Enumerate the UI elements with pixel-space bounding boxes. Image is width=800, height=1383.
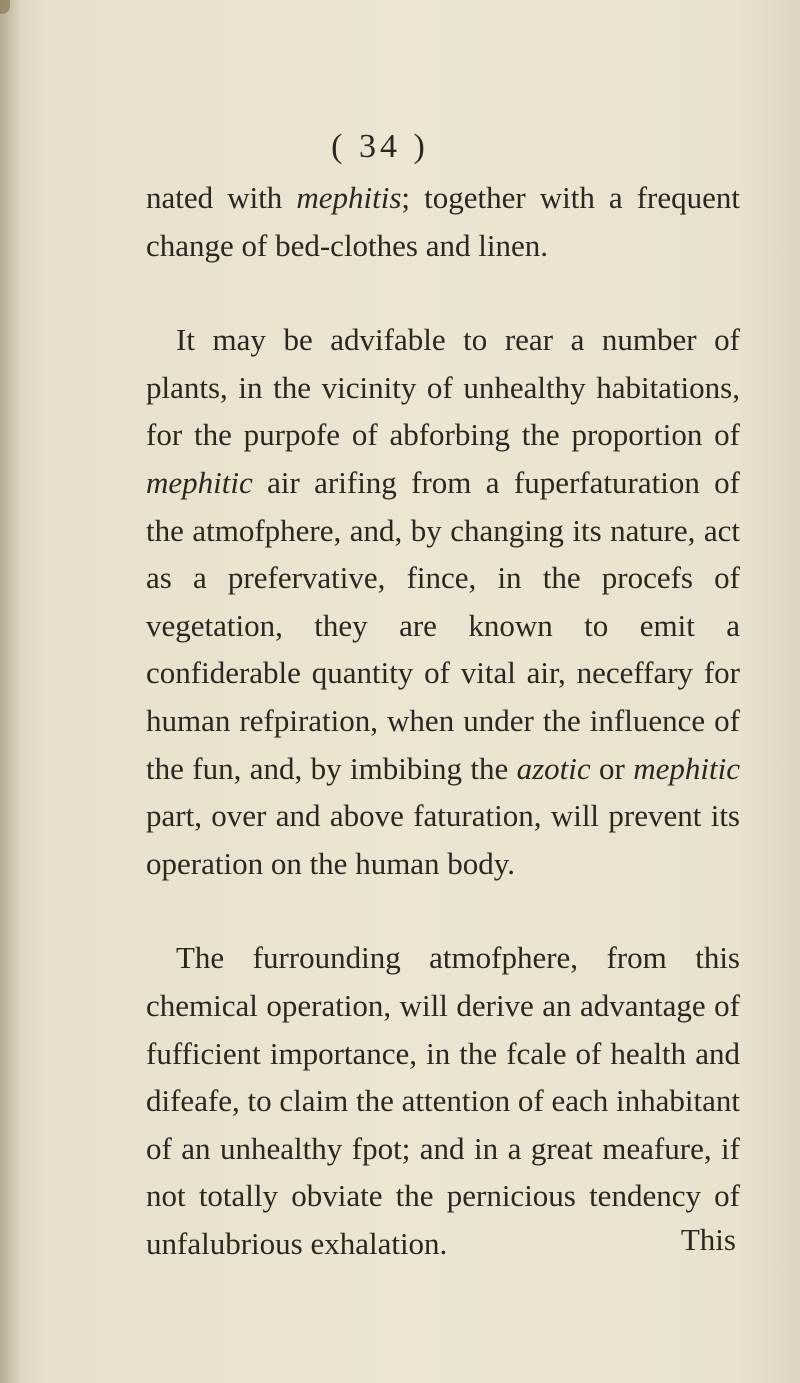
paragraph-1 (146, 174, 740, 269)
paragraph-2-run-6: part, over and above faturation, will prevent its operation on the human body. (146, 798, 740, 881)
paragraph-2-italic-mephitic: mephitic (146, 464, 253, 500)
page-number: ( 34 ) (331, 128, 429, 165)
paragraph-2-italic-azotic: azotic (516, 750, 591, 786)
body-text (146, 174, 740, 1267)
paragraph-1-run-2: ; together with a frequent change of bed-clothes and linen. (146, 180, 740, 263)
paragraph-3-run-0: The furrounding atmofphere, from this chemical operation, will derive an advantage of fufficient importance, in the fcale of health and difeafe, to claim the attention of each inhabitant of an unhealthy fpot; and in a great meafure, if not totally obviate the pernicious tendency of unfalubrious exhalation. (146, 940, 740, 1261)
paragraph-2-run-0: It may be advifable to rear a number of plants, in the vicinity of unhealthy habitations, for the purpofe of abforbing the proportion of (146, 322, 740, 453)
paragraph-1-italic-mephitis: mephitis (296, 180, 402, 215)
page-gutter-shadow (0, 0, 22, 1383)
paragraph-1-run-0: nated with (146, 180, 297, 215)
paragraph-2 (146, 316, 740, 887)
paragraph-2-italic-mephitic-2: mephitic (633, 750, 740, 786)
catchword: This (680, 1222, 736, 1257)
paragraph-3 (146, 934, 740, 1267)
paragraph-2-run-2: air arifing from a fuperfaturation of the atmofphere, and, by changing its nature, act as a prefervative, fince, in the procefs of vegetation, they are known to emit a confiderable quantity of vital air, neceffary for human refpiration, when under the influence of the fun, and, by imbibing the (146, 464, 740, 786)
paragraph-2-run-4: or (590, 750, 634, 786)
